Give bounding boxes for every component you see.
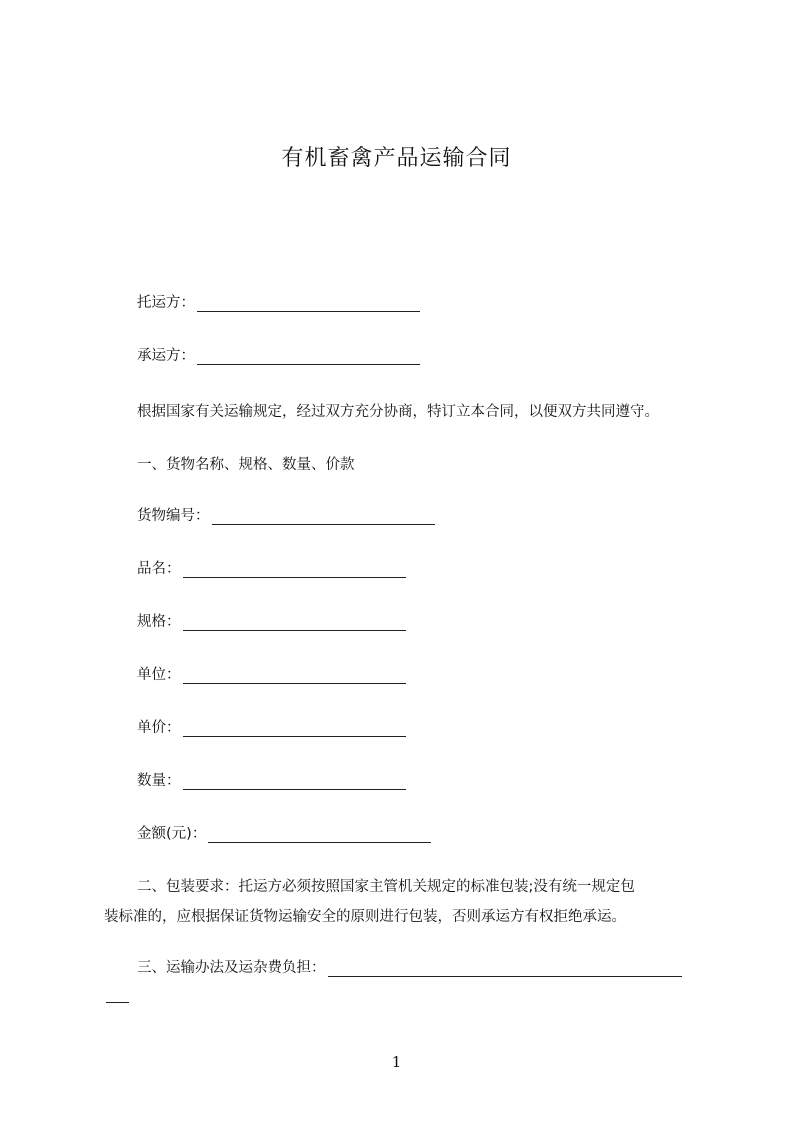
product-name-label: 品名： — [137, 561, 181, 577]
unit-price-field — [137, 715, 406, 737]
quantity-field — [137, 768, 406, 790]
shipper-field — [137, 290, 420, 312]
section3-blank[interactable] — [328, 961, 682, 977]
document-title: 有机畜禽产品运输合同 — [281, 146, 512, 171]
amount-label: 金额(元)： — [137, 826, 207, 842]
goods-number-blank[interactable] — [212, 509, 435, 525]
section2-line1: 二、包装要求：托运方必须按照国家主管机关规定的标准包装;没有统一规定包 — [137, 879, 635, 895]
carrier-blank[interactable] — [197, 349, 420, 365]
goods-number-field — [137, 503, 435, 525]
product-name-field — [137, 556, 406, 578]
section3-blank-continuation[interactable] — [106, 987, 129, 1003]
unit-blank[interactable] — [183, 668, 406, 684]
goods-number-label: 货物编号： — [137, 508, 210, 524]
page-number: 1 — [391, 1053, 402, 1071]
unit-price-label: 单价： — [137, 720, 181, 736]
section2-paragraph — [104, 872, 714, 932]
product-name-blank[interactable] — [183, 562, 406, 578]
unit-label: 单位： — [137, 667, 181, 683]
section3-label: 三、运输办法及运杂费负担： — [137, 960, 326, 976]
shipper-label: 托运方： — [137, 295, 195, 311]
spec-field — [137, 609, 406, 631]
amount-field — [137, 821, 431, 843]
unit-price-blank[interactable] — [183, 721, 406, 737]
spec-label: 规格： — [137, 614, 181, 630]
section3-field — [137, 955, 682, 977]
section2-line2: 装标准的，应根据保证货物运输安全的原则进行包装，否则承运方有权拒绝承运。 — [104, 909, 626, 925]
carrier-field — [137, 343, 420, 365]
section1-heading: 一、货物名称、规格、数量、价款 — [137, 457, 355, 473]
spec-blank[interactable] — [183, 615, 406, 631]
quantity-blank[interactable] — [183, 774, 406, 790]
quantity-label: 数量： — [137, 773, 181, 789]
carrier-label: 承运方： — [137, 348, 195, 364]
unit-field — [137, 662, 406, 684]
shipper-blank[interactable] — [197, 296, 420, 312]
amount-blank[interactable] — [208, 827, 431, 843]
intro-paragraph: 根据国家有关运输规定，经过双方充分协商，特订立本合同，以便双方共同遵守。 — [137, 404, 659, 420]
